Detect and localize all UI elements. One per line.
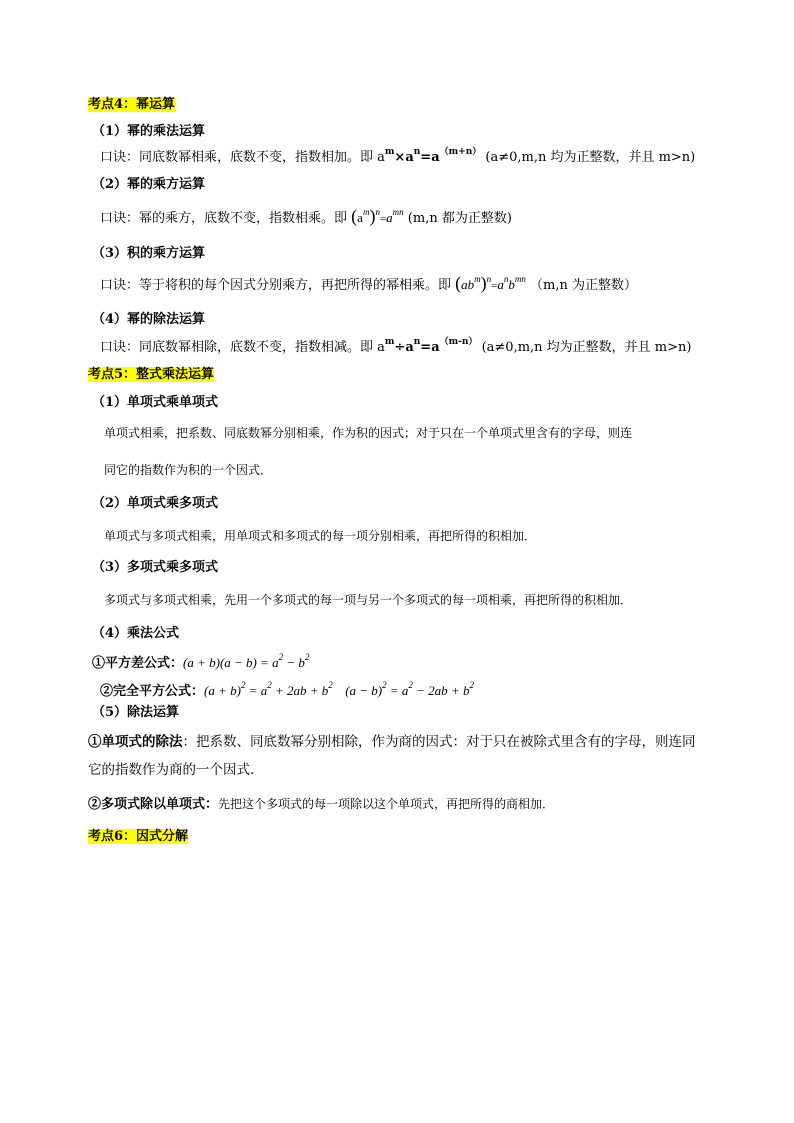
heading-mono-times-poly: （2）单项式乘多项式 bbox=[92, 496, 219, 511]
text-mono-times-mono-1: 单项式相乘，把系数、同底数幂分别相乘，作为积的因式；对于只在一个单项式里含有的字母，则连 bbox=[104, 426, 633, 440]
rule-power-division bbox=[100, 339, 691, 357]
exp-2: 2 bbox=[278, 652, 284, 662]
base-a: a bbox=[357, 210, 363, 225]
rule-power-multiplication bbox=[100, 149, 695, 167]
exp-m: m bbox=[362, 207, 370, 217]
section-title-k6 bbox=[88, 828, 188, 846]
text: 先把这个多项式的每一项除以这个单项式，再把所得的商相加． bbox=[218, 797, 555, 811]
label: ②多项式除以单项式： bbox=[88, 797, 219, 812]
exp-n: n bbox=[486, 274, 492, 284]
heading-multiplication-formulas: （4）乘法公式 bbox=[92, 626, 180, 641]
paren-open: ( bbox=[351, 206, 358, 226]
formula-1 bbox=[204, 680, 333, 698]
formula-tail: − b bbox=[283, 655, 305, 670]
exp-m: m bbox=[474, 274, 481, 284]
rule-text: 口诀：等于将积的每个因式分别乘方，再把所得的幂相乘。即 bbox=[100, 278, 452, 293]
times-a: ×a bbox=[394, 150, 414, 165]
exp-n: n bbox=[413, 147, 421, 157]
text-poly-times-poly: 多项式与多项式相乘，先用一个多项式的每一项与另一个多项式的每一项相乘，再把所得的积相加． bbox=[104, 593, 633, 607]
heading-power-of-product: （3）积的乘方运算 bbox=[92, 246, 206, 261]
paren-close: ) bbox=[480, 273, 487, 293]
equals: = bbox=[491, 280, 498, 292]
exp-n: n bbox=[503, 274, 509, 284]
lhs: (a + b) bbox=[204, 683, 241, 698]
text-mono-times-mono-2: 同它的指数作为积的一个因式． bbox=[104, 463, 273, 477]
exp-2: 2 bbox=[304, 652, 310, 662]
heading-division: （5）除法运算 bbox=[92, 705, 180, 720]
heading-power-multiplication: （1）幂的乘法运算 bbox=[92, 124, 206, 139]
paren-close: ) bbox=[369, 206, 376, 226]
rhs-a: a bbox=[386, 210, 393, 225]
rhs: = a bbox=[245, 683, 268, 698]
exp-mn: mn bbox=[392, 207, 404, 217]
formula-perfect-square bbox=[100, 682, 474, 701]
exp-n: n bbox=[375, 207, 380, 217]
equals: = bbox=[379, 213, 387, 225]
exp-m: m bbox=[384, 337, 395, 347]
condition: (a≠0,m,n 均为正整数，并且 m>n) bbox=[481, 340, 692, 355]
section-title-k5 bbox=[88, 366, 214, 384]
heading-power-of-power: （2）幂的乘方运算 bbox=[92, 177, 206, 192]
exp-2: 2 bbox=[328, 680, 333, 690]
exp-diff: （m-n） bbox=[439, 337, 478, 347]
eq-a: =a bbox=[420, 150, 440, 165]
section-title-k4 bbox=[88, 96, 175, 114]
label: ①单项式的除法 bbox=[88, 734, 183, 750]
exp-2: 2 bbox=[240, 680, 246, 690]
rule-text: 口诀：幂的乘方，底数不变，指数相乘。即 bbox=[100, 211, 348, 226]
highlight-title: 考点5：整式乘法运算 bbox=[88, 367, 215, 382]
rule-power-of-power bbox=[100, 207, 512, 228]
heading-power-division: （4）幂的除法运算 bbox=[92, 312, 206, 327]
heading-poly-times-poly: （3）多项式乘多项式 bbox=[92, 560, 219, 575]
div-a: ÷a bbox=[394, 340, 414, 355]
exp-sum: （m+n） bbox=[439, 147, 482, 157]
condition: （m,n 为正整数） bbox=[530, 278, 637, 293]
exp-mn: mn bbox=[514, 274, 526, 284]
highlight-title: 考点6：因式分解 bbox=[88, 829, 189, 844]
rhs-b: b bbox=[508, 277, 515, 292]
exp-2: 2 bbox=[469, 680, 474, 690]
formula-power-of-power bbox=[351, 206, 404, 226]
text-mono-division-2: 它的指数作为商的一个因式． bbox=[88, 762, 264, 778]
lhs: (a − b) bbox=[345, 683, 383, 698]
formula-difference-of-squares bbox=[92, 654, 309, 673]
exp-2: 2 bbox=[267, 680, 272, 690]
paren-open: ( bbox=[455, 273, 462, 293]
formula-lhs: (a + b)(a − b) = a bbox=[183, 655, 279, 670]
base-ab: ab bbox=[461, 277, 475, 292]
highlight-title: 考点4：幂运算 bbox=[88, 97, 176, 112]
condition: (a≠0,m,n 均为正整数，并且 m>n) bbox=[485, 150, 696, 165]
mid: − 2ab + b bbox=[412, 683, 470, 698]
exp-2: 2 bbox=[382, 680, 387, 690]
formula-power-of-product bbox=[455, 273, 526, 293]
label: ①平方差公式： bbox=[92, 656, 184, 671]
text-mono-times-poly: 单项式与多项式相乘，用单项式和多项式的每一项分别相乘，再把所得的积相加． bbox=[104, 529, 537, 543]
heading-mono-times-mono: （1）单项式乘单项式 bbox=[92, 395, 219, 410]
rhs: = a bbox=[386, 683, 409, 698]
formula-2 bbox=[345, 680, 474, 698]
label: ②完全平方公式： bbox=[100, 684, 205, 699]
formula bbox=[183, 652, 310, 670]
rhs-a: a bbox=[497, 277, 504, 292]
eq-a: =a bbox=[420, 340, 440, 355]
exp-2: 2 bbox=[408, 680, 413, 690]
text: ：把系数、同底数幂分别相除，作为商的因式：对于只在被除式里含有的字母，则连同 bbox=[182, 734, 696, 750]
exp-m: m bbox=[384, 147, 395, 157]
text-poly-division bbox=[88, 795, 554, 814]
condition: (m,n 都为正整数) bbox=[407, 211, 512, 226]
rule-power-of-product bbox=[100, 274, 637, 295]
rule-text: 口诀：同底数幂相除，底数不变，指数相减。即 a bbox=[100, 340, 385, 355]
exp-n: n bbox=[413, 337, 421, 347]
rule-text: 口诀：同底数幂相乘，底数不变，指数相加。即 a bbox=[100, 150, 385, 165]
text-mono-division-1 bbox=[88, 733, 696, 751]
mid: + 2ab + b bbox=[271, 683, 329, 698]
